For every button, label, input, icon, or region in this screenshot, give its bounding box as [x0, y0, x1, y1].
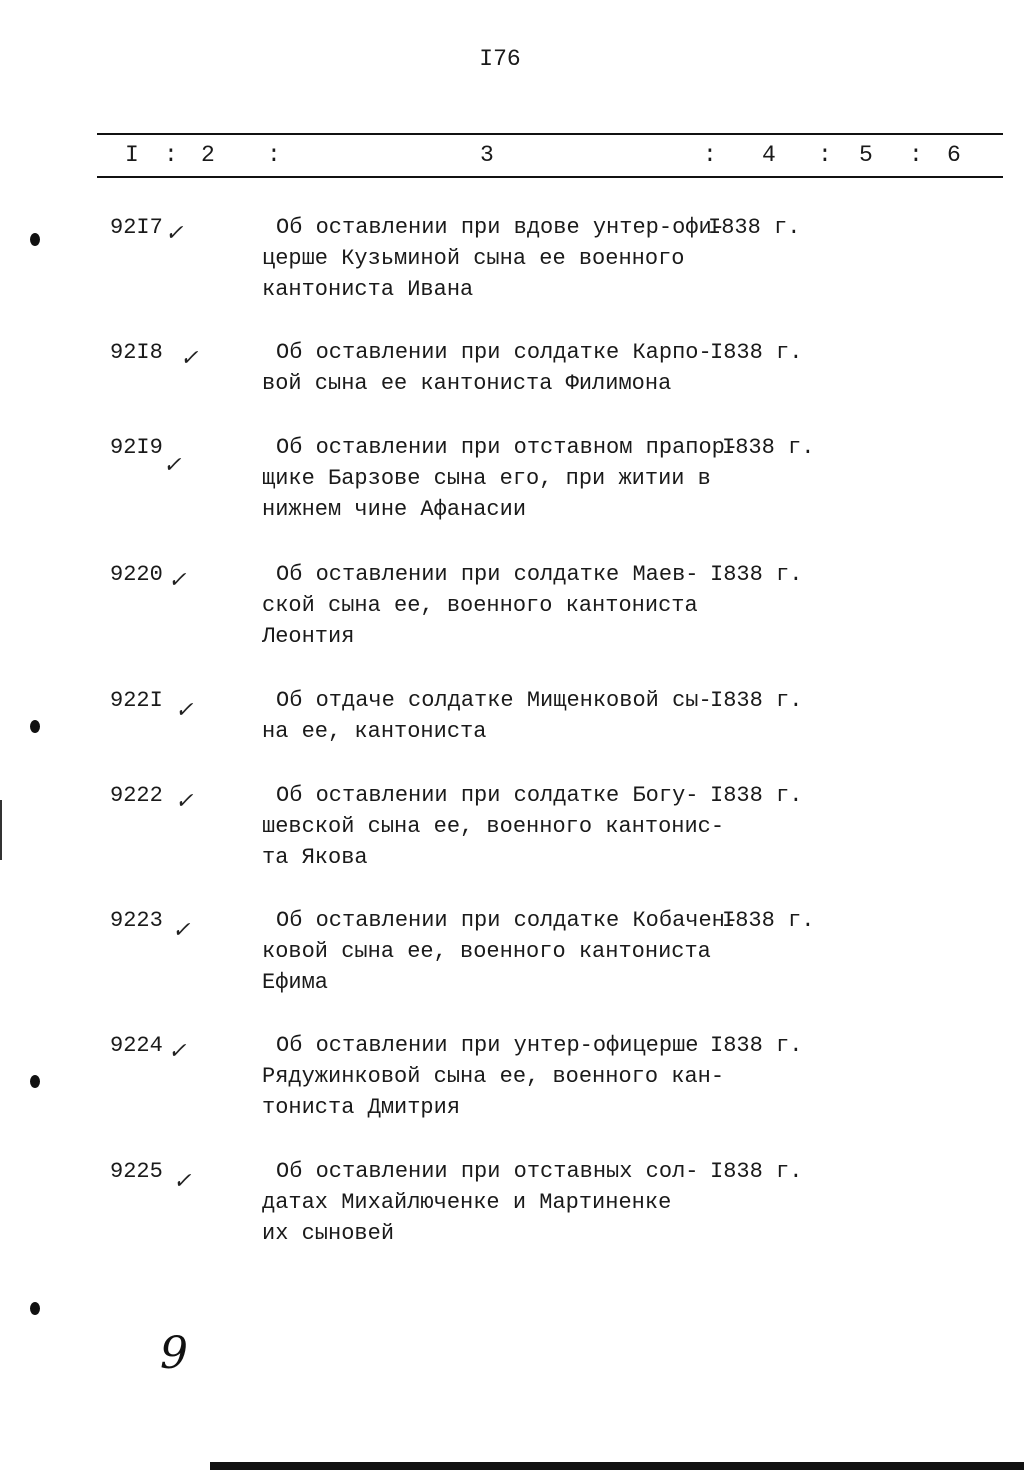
entry-text-line: вой сына ее кантониста Филимона: [262, 371, 672, 396]
column-header-5: 5: [859, 142, 873, 168]
checkmark-icon: ✓: [173, 1169, 192, 1194]
scan-edge: [0, 800, 2, 860]
entry-text-line: церше Кузьминой сына ее военного: [262, 246, 685, 271]
column-separator: :: [909, 142, 923, 168]
handwritten-mark: 9: [160, 1328, 188, 1379]
entry-text-line: Об оставлении при вдове унтер-офи-: [276, 215, 725, 240]
page-number: I76: [479, 46, 521, 72]
column-separator: :: [703, 142, 717, 168]
entry-year: I838 г.: [710, 340, 803, 365]
entry-year: I838 г.: [710, 783, 803, 808]
column-header-4: 4: [762, 142, 776, 168]
entry-text-line: их сыновей: [262, 1221, 395, 1246]
entry-text-line: датах Михайлюченке и Мартиненке: [262, 1190, 672, 1215]
checkmark-icon: ✓: [168, 568, 187, 593]
entry-text-line: шевской сына ее, военного кантонис-: [262, 814, 725, 839]
column-header-row: [97, 142, 1003, 172]
entry-number: 9225: [110, 1159, 163, 1184]
entry-text-line: ской сына ее, военного кантониста: [262, 593, 698, 618]
checkmark-icon: ✓: [168, 1039, 187, 1064]
column-header-3: 3: [480, 142, 494, 168]
entry-year: I838 г.: [710, 1159, 803, 1184]
header-top-rule: [97, 133, 1003, 135]
scan-edge: [210, 1462, 1024, 1470]
entry-number: 9222: [110, 783, 163, 808]
entry-text-line: Об оставлении при унтер-офицерше: [276, 1033, 699, 1058]
entry-number: 9220: [110, 562, 163, 587]
entry-text-line: Ефима: [262, 970, 329, 995]
punch-hole: [30, 1075, 40, 1088]
column-header-2: 2: [201, 142, 215, 168]
entry-text-line: Об оставлении при отставном прапор-: [276, 435, 739, 460]
entry-year: I838 г.: [710, 1033, 803, 1058]
entry-number: 9224: [110, 1033, 163, 1058]
entry-year: I838 г.: [710, 562, 803, 587]
entry-text-line: на ее, кантониста: [262, 719, 487, 744]
punch-hole: [30, 233, 40, 246]
entry-text-line: Об оставлении при солдатке Маев-: [276, 562, 699, 587]
checkmark-icon: ✓: [175, 698, 194, 723]
column-header-6: 6: [947, 142, 961, 168]
entry-text-line: Об оставлении при солдатке Кобачен-: [276, 908, 739, 933]
column-separator: :: [818, 142, 832, 168]
entry-text-line: ковой сына ее, военного кантониста: [262, 939, 711, 964]
entry-text-line: кантониста Ивана: [262, 277, 474, 302]
entry-text-line: Леонтия: [262, 624, 355, 649]
entry-text-line: Об оставлении при солдатке Богу-: [276, 783, 699, 808]
header-bottom-rule: [97, 176, 1003, 178]
column-separator: :: [164, 142, 178, 168]
entry-text-line: тониста Дмитрия: [262, 1095, 461, 1120]
entry-year: I838 г.: [722, 908, 815, 933]
entry-text-line: Об оставлении при отставных сол-: [276, 1159, 699, 1184]
entry-text-line: Об оставлении при солдатке Карпо-: [276, 340, 712, 365]
column-header-1: I: [125, 142, 139, 168]
entry-year: I838 г.: [710, 688, 803, 713]
checkmark-icon: ✓: [165, 221, 184, 246]
checkmark-icon: ✓: [180, 346, 199, 371]
column-separator: :: [267, 142, 281, 168]
checkmark-icon: ✓: [172, 918, 191, 943]
entry-text-line: Рядужинковой сына ее, военного кан-: [262, 1064, 725, 1089]
entry-year: I838 г.: [708, 215, 801, 240]
entry-text-line: та Якова: [262, 845, 368, 870]
entry-text-line: Об отдаче солдатке Мищенковой сы-: [276, 688, 712, 713]
entry-number: 92I7: [110, 215, 163, 240]
punch-hole: [30, 1302, 40, 1315]
checkmark-icon: ✓: [163, 453, 182, 478]
checkmark-icon: ✓: [175, 789, 194, 814]
entry-number: 92I9: [110, 435, 163, 460]
entry-text-line: щике Барзове сына его, при житии в: [262, 466, 711, 491]
entry-number: 92I8: [110, 340, 163, 365]
entry-number: 922I: [110, 688, 163, 713]
entry-number: 9223: [110, 908, 163, 933]
entry-year: I838 г.: [722, 435, 815, 460]
punch-hole: [30, 720, 40, 733]
entry-text-line: нижнем чине Афанасии: [262, 497, 527, 522]
